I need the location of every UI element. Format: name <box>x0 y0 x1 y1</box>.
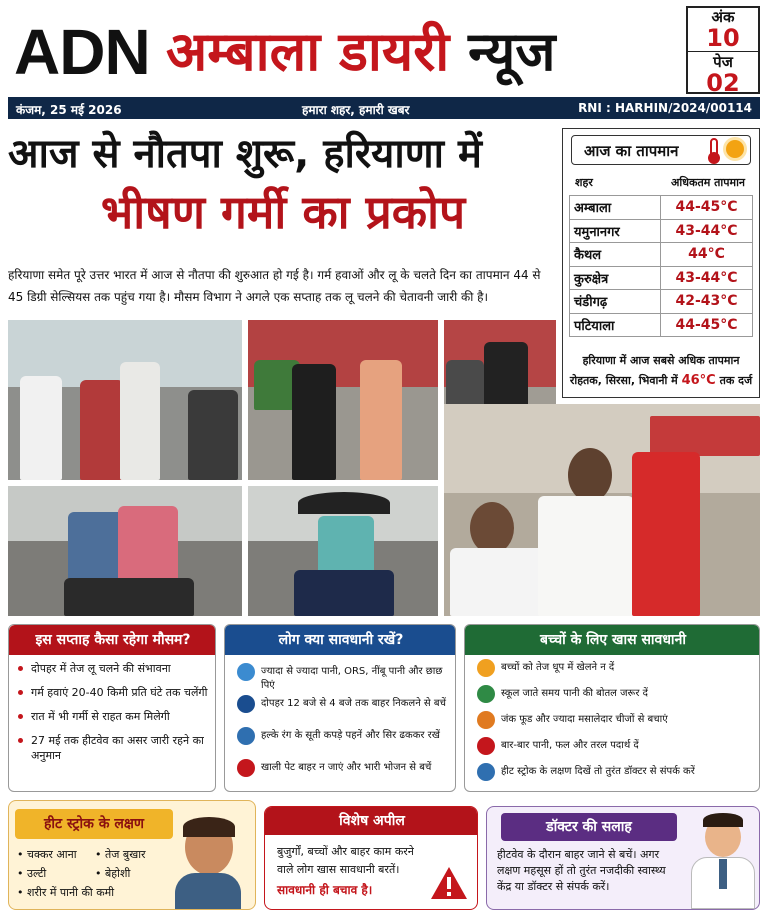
temperature-note-line-2 <box>567 371 755 391</box>
warning-icon <box>429 865 469 901</box>
symptom-vomiting: • उल्टी <box>17 867 47 880</box>
city-temperature: 43-44°C <box>661 219 753 243</box>
rni-number: RNI : HARHIN/2024/00114 <box>578 101 752 115</box>
list-item-text: ज्यादा से ज्यादा पानी, ORS, नींबू पानी और छाछ पिएं <box>261 666 443 691</box>
temperature-row <box>570 266 753 290</box>
list-item-text: दोपहर 12 बजे से 4 बजे तक बाहर निकलने से बचें <box>261 698 446 709</box>
city-name: कैथल <box>570 243 661 267</box>
list-item <box>233 729 447 743</box>
symptom-fainting: • बेहोशी <box>95 867 131 880</box>
lead-paragraph: हरियाणा समेत पूरे उत्तर भारत में आज से नौतपा की शुरुआत हो गई है। गर्म हवाओं और लू के चलते दिन का तापमान 44 से 45 डिग्री सेल्सियस तक पहुंच गया है। मौसम विभाग ने अगले एक सप्ताह तक लू चलने की चेतावनी जारी की है। <box>8 268 541 304</box>
list-item <box>473 661 755 675</box>
note-cities: रोहतक, सिरसा, भिवानी में <box>569 374 678 387</box>
city-name: अम्बाला <box>570 196 661 220</box>
list-item-text: बच्चों को तेज धूप में खेलने न दें <box>501 662 615 673</box>
city-temperature: 42-43°C <box>661 290 753 314</box>
temperature-row <box>570 313 753 337</box>
masthead <box>8 6 760 96</box>
page-label: पेज <box>713 53 733 71</box>
weather-week-title: इस सप्ताह कैसा रहेगा मौसम? <box>9 625 216 655</box>
headline-line-2: भीषण गर्मी का प्रकोप <box>100 185 466 239</box>
headline-line-1: आज से नौतपा शुरू, हरियाणा में <box>8 131 482 177</box>
list-item: 27 मई तक हीटवेव का असर जारी रहने का अनुमान <box>15 733 211 763</box>
doctor-illustration <box>691 813 755 909</box>
temperature-note-line-1: हरियाणा में आज सबसे अधिक तापमान <box>582 354 740 367</box>
junk-food-icon <box>477 711 495 729</box>
city-temperature: 43-44°C <box>661 266 753 290</box>
drink-icon <box>477 737 495 755</box>
city-name: चंडीगढ़ <box>570 290 661 314</box>
brand-logo: ADN <box>14 16 150 88</box>
appeal-title: विशेष अपील <box>265 807 478 835</box>
photo-women-street <box>248 320 438 480</box>
newspaper-name <box>166 14 555 90</box>
headline <box>8 126 558 242</box>
sweating-man-illustration <box>175 819 239 910</box>
column-max-temp: अधिकतम तापमान <box>671 176 746 189</box>
temperature-row <box>570 243 753 267</box>
brand-name-news: न्यूज <box>468 20 556 83</box>
photo-umbrella-rider <box>248 486 438 616</box>
appeal-box <box>264 806 478 910</box>
doctor-advice: हीटवेव के दौरान बाहर जाने से बचें। अगर लक्षण महसूस हों तो तुरंत नजदीकी स्वास्थ्य केंद्र या डॉक्टर से संपर्क करें। <box>497 848 666 893</box>
symptom-dizziness: • चक्कर आना <box>17 848 77 861</box>
doctor-title: डॉक्टर की सलाह <box>501 813 677 841</box>
symptom-fever: • तेज बुखार <box>95 848 146 861</box>
symptom-dehydration: • शरीर में पानी की कमी <box>17 886 115 899</box>
temperature-row <box>570 219 753 243</box>
city-temperature: 44-45°C <box>661 196 753 220</box>
sun-icon <box>726 140 744 158</box>
weather-week-box <box>8 624 216 792</box>
list-item: दोपहर में तेज लू चलने की संभावना <box>15 661 211 676</box>
list-item <box>473 713 755 727</box>
heatstroke-title: हीट स्ट्रोक के लक्षण <box>15 809 173 839</box>
issue-date: कंजम, 25 मई 2026 <box>16 103 122 117</box>
issue-box <box>686 6 760 97</box>
list-item-text: हल्के रंग के सूती कपड़े पहनें और सिर ढककर रखें <box>261 730 440 741</box>
list-item <box>473 739 755 753</box>
precautions-title: लोग क्या सावधानी रखें? <box>225 625 456 655</box>
list-item <box>233 697 447 711</box>
note-highest-temp: 46°C <box>681 373 716 388</box>
appeal-text: बुजुर्गों, बच्चों और बाहर काम करने वाले लोग खास सावधानी बरतें। <box>277 845 414 876</box>
city-temperature: 44-45°C <box>661 313 753 337</box>
heatstroke-box <box>8 800 256 910</box>
temperature-note <box>567 351 755 391</box>
temperature-row <box>570 196 753 220</box>
list-item-text: हीट स्ट्रोक के लक्षण दिखें तो तुरंत डॉक्टर से संपर्क करें <box>501 766 695 777</box>
city-temperature: 44°C <box>661 243 753 267</box>
temperature-row <box>570 290 753 314</box>
brand-name-red: अम्बाला डायरी <box>166 20 450 83</box>
page-number: 02 <box>706 69 740 97</box>
school-child-icon <box>477 685 495 703</box>
clock-icon <box>237 695 255 713</box>
doctor-icon <box>477 763 495 781</box>
list-item <box>473 765 755 779</box>
city-name: यमुनानगर <box>570 219 661 243</box>
photo-men-covering-heads <box>8 320 242 480</box>
list-item <box>233 665 447 693</box>
tagline: हमारा शहर, हमारी खबर <box>302 103 410 117</box>
children-box <box>464 624 760 792</box>
list-item-text: खाली पेट बाहर न जाएं और भारी भोजन से बचें <box>261 762 432 773</box>
issue-label: अंक <box>711 8 735 26</box>
photo-people-street-closeup <box>444 404 760 616</box>
water-glass-icon <box>237 663 255 681</box>
temperature-table <box>569 195 753 337</box>
doctor-box <box>486 806 760 910</box>
list-item: गर्म हवाएं 20-40 किमी प्रति घंटे तक चलेंगी <box>15 685 211 700</box>
list-item-text: बार-बार पानी, फल और तरल पदार्थ दें <box>501 740 639 751</box>
list-item-text: जंक फूड और ज्यादा मसालेदार चीजों से बचाएं <box>501 714 668 725</box>
child-sun-icon <box>477 659 495 677</box>
thermometer-icon <box>710 138 718 158</box>
column-city: शहर <box>575 176 593 189</box>
no-food-icon <box>237 759 255 777</box>
city-name: कुरुक्षेत्र <box>570 266 661 290</box>
list-item <box>233 761 447 775</box>
temperature-title-box <box>571 135 751 165</box>
weather-week-list <box>15 661 211 772</box>
note-suffix: तक दर्ज <box>719 374 753 387</box>
list-item: रात में भी गर्मी से राहत कम मिलेगी <box>15 709 211 724</box>
photo-scooter-riders <box>8 486 242 616</box>
temperature-title: आज का तापमान <box>584 142 679 160</box>
hat-person-icon <box>237 727 255 745</box>
issue-number: 10 <box>706 24 740 52</box>
date-bar <box>8 97 760 119</box>
temperature-box <box>562 128 760 398</box>
appeal-highlight: सावधानी ही बचाव है। <box>277 883 373 897</box>
city-name: पटियाला <box>570 313 661 337</box>
children-title: बच्चों के लिए खास सावधानी <box>465 625 760 655</box>
list-item <box>473 687 755 701</box>
list-item-text: स्कूल जाते समय पानी की बोतल जरूर दें <box>501 688 648 699</box>
precautions-box <box>224 624 456 792</box>
